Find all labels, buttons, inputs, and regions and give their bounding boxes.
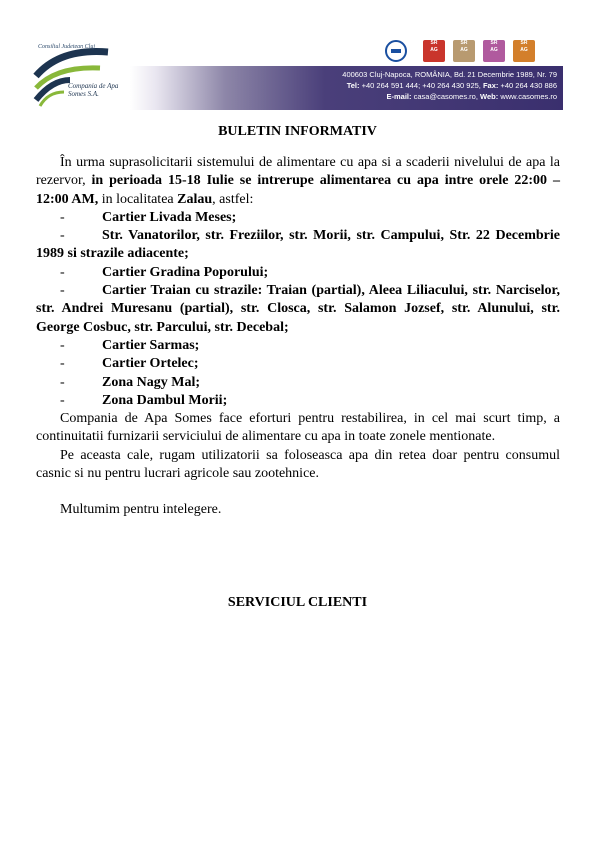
list-item: - Cartier Ortelec; [60,356,199,372]
thanks-line: Multumim pentru intelegere. [60,502,222,518]
certification-badge-icon: SR AG [513,40,535,62]
certification-badge-icon: SR AG [483,40,505,62]
request-paragraph: Pe aceasta cale, rugam utilizatorii sa foloseasca apa din retea doar pentru consumul casnic si nu pentru lucrari agricole sau zootehnice. [36,447,560,482]
intro-paragraph: În urma suprasolicitarii sistemului de alimentare cu apa si a scaderii nivelului de apa la rezervor, in perioada 15-18 Iulie se intrerupe alimentarea cu apa intre orele 22:00 – 12:00 AM, in localitatea Zalau, astfel: [36,155,560,207]
list-item: - Cartier Livada Meses; [60,209,237,225]
list-item: - Cartier Gradina Poporului; [60,264,269,280]
document-title: BULETIN INFORMATIV [218,124,377,139]
list-item: - Zona Dambul Morii; [60,392,228,408]
signature: SERVICIUL CLIENTI [227,595,368,610]
list-item: - Zona Nagy Mal; [60,374,200,390]
list-item: - Str. Vanatorilor, str. Freziilor, str. Morii, str. Campului, Str. 22 Decembrie 1989 si strazile adiacente; [36,228,560,262]
company-logo-text: Compania de Apa Somes S.A. [68,82,119,98]
company-address: 400603 Cluj-Napoca, ROMÂNIA, Bd. 21 Decembrie 1989, Nr. 79 [342,70,557,79]
list-item: - Cartier Sarmas; [60,337,200,353]
contact-band [130,66,563,110]
list-item: - Cartier Traian cu strazile: Traian (partial), Aleea Liliacului, str. Narciselor, str. Andrei Muresanu (partial), str. Closca, str. Salamon Jozsef, str. Alunului, str. George Cosbuc, str. Parcului, str. Decebal; [36,283,560,335]
iqnet-certification-icon [385,40,407,62]
certification-badge-icon: SR AG [453,40,475,62]
document-content [36,154,560,520]
company-email-web: E-mail: casa@casomes.ro, Web: www.casomes.ro [386,92,557,101]
letterhead [30,36,565,112]
council-name: Consiliul Judetean Cluj [38,44,95,50]
effort-paragraph: Compania de Apa Somes face eforturi pentru restabilirea, in cel mai scurt timp, a continuitatii furnizarii serviciului de alimentare cu apa in toate zonele mentionate. [36,411,560,445]
certification-badge-icon: SR AG [423,40,445,62]
company-phone-fax: Tel: +40 264 591 444; +40 264 430 925, Fax: +40 264 430 886 [346,81,557,90]
